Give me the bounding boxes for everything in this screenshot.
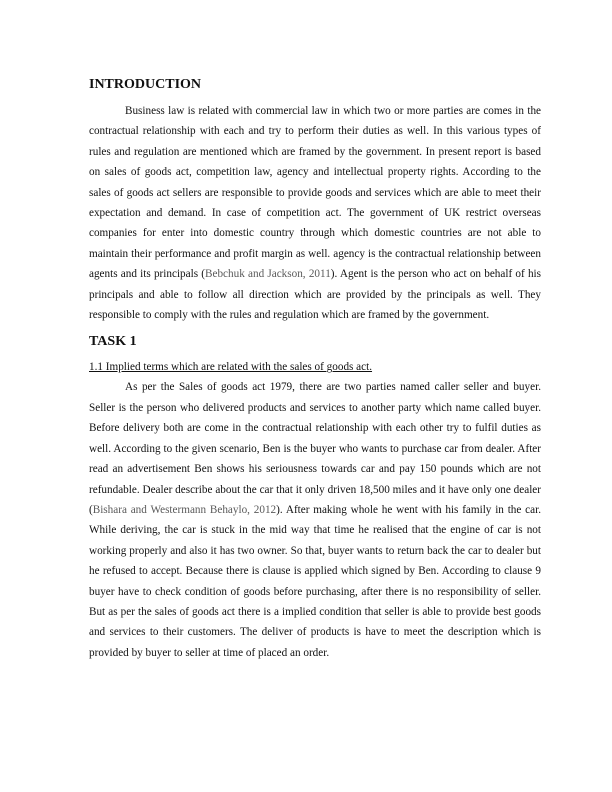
- introduction-paragraph: [89, 101, 541, 325]
- task-1-text-part-1: As per the Sales of goods act 1979, there are two parties named caller seller and buyer. Seller is the person who delivered products and services to another party which name called buyer. Before delivery both are come in the contractual relationship with each other try to fulfil duties as well. According to the given scenario, Ben is the buyer who wants to purchase car from dealer. After read an advertisement Ben shows his seriousness towards car and pay 150 pounds which are not refundable. Dealer describe about the car that it only driven 18,500 miles and it have only one dealer (: [89, 381, 541, 516]
- section-1-1-subheading: 1.1 Implied terms which are related with the sales of goods act.: [89, 361, 373, 374]
- introduction-heading: INTRODUCTION: [89, 77, 202, 92]
- task-1-text-part-2: ). After making whole he went with his family in the car. While deriving, the car is stuck in the mid way that time he realised that the engine of car is not working properly and also it has two owner. So that, buyer wants to return back the car to dealer but he refused to accept. Because there is clause is applied which signed by Ben. According to clause 9 buyer have to check condition of goods before purchasing, after there is no responsibility of seller. But as per the sales of goods act there is a implied condition that seller is able to provide best goods and services to their customers. The deliver of products is have to meet the description which is provided by buyer to seller at time of placed an order.: [89, 503, 541, 659]
- task-1-paragraph: [89, 377, 541, 663]
- introduction-text-part-1: Business law is related with commercial law in which two or more parties are comes in the contractual relationship with each and try to perform their duties as well. In this various types of rules and regulation are mentioned which are framed by the government. In present report is based on sales of goods act, competition law, agency and intellectual property rights. According to the sales of goods act sellers are responsible to provide goods and services which are able to meet their expectation and demand. In case of competition act. The government of UK restrict overseas companies for enter into domestic country through which domestic countries are not able to maintain their performance and profit margin as well. agency is the contractual relationship between agents and its principals (: [89, 105, 541, 281]
- introduction-text-part-2: ). Agent is the person who act on behalf of his principals and able to follow all direction which are provided by the principals as well. They responsible to comply with the rules and regulation which are framed by the government.: [89, 268, 541, 322]
- citation-bebchuk-jackson: Bebchuk and Jackson, 2011: [205, 268, 331, 281]
- page-content: [89, 76, 541, 663]
- task-1-heading: TASK 1: [89, 334, 137, 350]
- citation-bishara-westermann: Bishara and Westermann Behaylo, 2012: [92, 503, 277, 516]
